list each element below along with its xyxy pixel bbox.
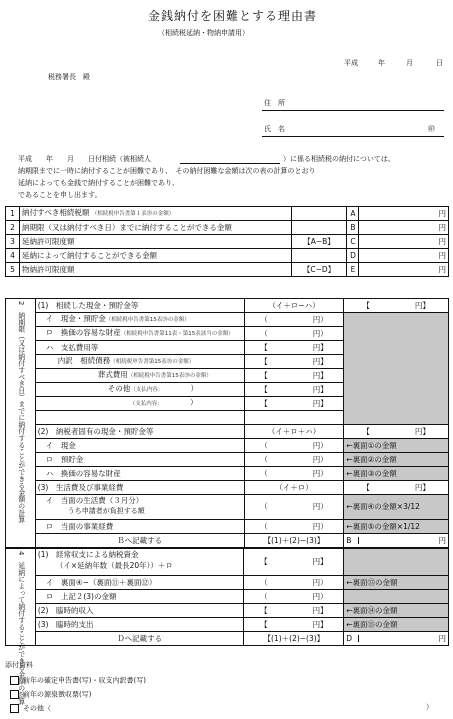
table-row xyxy=(6,549,449,576)
s3-label: (3) 生活費及び事業経費 xyxy=(35,481,244,495)
row-formula: 【A−B】 xyxy=(291,235,347,249)
amount-cell[interactable]: （ 円） xyxy=(244,313,344,327)
table-row xyxy=(6,313,449,327)
row-amount[interactable]: 円 xyxy=(359,207,449,221)
row-label: 延納許可限度額 xyxy=(19,235,291,249)
table-row xyxy=(6,590,449,604)
to-d-label: Ｄへ記載する xyxy=(35,632,244,646)
summary-table xyxy=(5,206,449,277)
s2-i-label: イ 現金 xyxy=(35,439,244,453)
r1-amount[interactable]: 【 円】 xyxy=(244,549,344,576)
amount-cell[interactable]: （ 円） xyxy=(244,590,344,604)
checkbox-icon[interactable] xyxy=(10,690,19,699)
amount-cell[interactable]: 【 円】 xyxy=(244,383,344,397)
page-subtitle: （相続税延納・物納申請用） xyxy=(158,29,249,37)
table-row xyxy=(6,576,449,590)
s3-i-label: イ 当面の生活費（３月分） うち申請者が負担する額 xyxy=(35,495,244,520)
s2-formula: （イ＋ロ＋ハ） xyxy=(244,425,344,439)
statement-line3: 延納によっても金銭で納付することが困難であり、 xyxy=(18,179,179,187)
row-no: 2 xyxy=(6,221,20,235)
amount-cell[interactable]: 【 円】 xyxy=(244,397,344,411)
s3-ro-label: ロ 当面の事業経費 xyxy=(35,520,244,534)
statement-line4: であることを申し出ます。 xyxy=(18,191,102,199)
table-row xyxy=(6,467,449,481)
s1-ha-sub1: 内訳 相続債務（相続税申告書第15表⑳の金額） xyxy=(35,355,244,369)
row-code: D xyxy=(347,249,359,263)
row-formula xyxy=(291,207,347,221)
spacer-cell xyxy=(244,411,344,425)
date-era: 平成 xyxy=(344,59,358,67)
s2-ha-label: ハ 換価の容易な財産 xyxy=(35,467,244,481)
row-amount[interactable]: 円 xyxy=(359,263,449,277)
r1-i-label: イ 裏面④−（裏面⑪＋裏面⑫） xyxy=(35,576,244,590)
s1-i-label: イ 現金・預貯金（相続税申告書第15表⑳の金額） xyxy=(35,313,244,327)
ref-note: ←裏面⑭の金額 xyxy=(344,604,449,618)
to-d-formula: 【(1)＋(2)−(3)】 xyxy=(244,632,344,646)
row-code: C xyxy=(347,235,359,249)
row-code: B xyxy=(347,221,359,235)
date-month: 月 xyxy=(406,59,413,67)
to-b-label: Ｂへ記載する xyxy=(35,534,244,548)
s1-amount[interactable]: 【 円】 xyxy=(344,299,449,313)
amount-cell[interactable]: （ 円） xyxy=(244,520,344,534)
payable-calculation-table xyxy=(5,298,449,548)
statement-line1-b: ）に係る相続税の納付については、 xyxy=(283,155,395,163)
amount-cell[interactable]: 【 円】 xyxy=(244,369,344,383)
attachment-item[interactable]: その他（ xyxy=(10,704,51,713)
s2-ro-label: ロ 預貯金 xyxy=(35,453,244,467)
r2-label: (2) 臨時的収入 xyxy=(35,604,244,618)
s1-ha-sub3: その他（支払内容： ） xyxy=(35,383,244,397)
s2-label: (2) 納税者固有の現金・預貯金等 xyxy=(35,425,244,439)
row-label: 物納許可限度額 xyxy=(19,263,291,277)
row-amount[interactable]: 円 xyxy=(359,235,449,249)
row-formula xyxy=(291,221,347,235)
ref-note: ←裏面③の金額 xyxy=(344,467,449,481)
ref-note: ←裏面⑮の金額 xyxy=(344,618,449,632)
amount-cell[interactable]: （ 円） xyxy=(244,439,344,453)
table-row xyxy=(6,632,449,646)
table-row xyxy=(6,207,449,221)
row-formula: 【C−D】 xyxy=(291,263,347,277)
s3-amount[interactable]: 【 円】 xyxy=(344,481,449,495)
r3-label: (3) 臨時的支出 xyxy=(35,618,244,632)
row-label: 納付すべき相続税額 （相続税申告書第１表⑳の金額） xyxy=(19,207,291,221)
amount-cell[interactable]: （ 円） xyxy=(244,467,344,481)
statement-line1-a: 平成 年 月 日付相続（被相続人 xyxy=(18,155,151,163)
table-row xyxy=(6,299,449,313)
spacer-cell xyxy=(35,411,244,425)
table-row xyxy=(6,249,449,263)
row-code: A xyxy=(347,207,359,221)
amount-cell[interactable]: 【 円】 xyxy=(244,341,344,355)
row-label: 延納によって納付することができる金額 xyxy=(19,249,291,263)
attachments-heading: 添付資料 xyxy=(5,661,33,669)
table-row xyxy=(6,221,449,235)
amount-cell[interactable]: 【 円】 xyxy=(244,355,344,369)
name-label: 氏 名 xyxy=(264,125,285,133)
table-row xyxy=(6,534,449,548)
to-b-formula: 【(1)＋(2)−(3)】 xyxy=(244,534,344,548)
date-year: 年 xyxy=(378,59,385,67)
attachment-item[interactable]: 前年の確定申告書(写)・収支内訳書(写) xyxy=(10,676,146,685)
name-field[interactable] xyxy=(262,136,444,137)
table-row xyxy=(6,235,449,249)
r1-label: (1) 経常収支による納税資金 （イ×延納年数（最長20年））＋ロ xyxy=(35,549,244,576)
s1-ha-label: ハ 支払費用等 xyxy=(35,341,244,355)
address-field[interactable] xyxy=(262,110,444,111)
s1-ha-sub4: （支払内容： ） xyxy=(35,397,244,411)
shaded-cell xyxy=(344,549,449,576)
amount-cell[interactable]: 【 円】 xyxy=(244,618,344,632)
amount-cell[interactable]: （ 円） xyxy=(244,576,344,590)
table-row xyxy=(6,520,449,534)
table-row xyxy=(6,618,449,632)
addressee: 税務署長 殿 xyxy=(48,73,90,81)
seal-mark: ㊞ xyxy=(428,125,435,133)
ref-note: ←裏面①の金額 xyxy=(344,439,449,453)
row-no: 5 xyxy=(6,263,20,277)
table-row xyxy=(6,263,449,277)
table-row xyxy=(6,425,449,439)
date-day: 日 xyxy=(436,59,443,67)
table-row xyxy=(6,495,449,520)
shaded-cell xyxy=(344,590,449,604)
to-d-amount[interactable]: D 円 xyxy=(344,632,449,646)
s3-formula: （イ＋ロ） xyxy=(244,481,344,495)
amount-cell[interactable]: （ 円） xyxy=(244,453,344,467)
page-title: 金銭納付を困難とする理由書 xyxy=(148,9,318,23)
ref-note: ←裏面④の金額×3/12 xyxy=(344,495,449,520)
amount-cell[interactable]: （ 円） xyxy=(244,495,344,520)
row-no: 3 xyxy=(6,235,20,249)
amount-cell[interactable]: （ 円） xyxy=(244,327,344,341)
statement-line2: 納期限までに一時に納付することが困難であり、 その納付困難な金額は次の表の計算のとおり xyxy=(18,167,316,175)
s1-formula: （イ＋ロ−ハ） xyxy=(244,299,344,313)
checkbox-icon[interactable] xyxy=(10,704,19,713)
section2-side-label: 2 納期限（又は納付すべき日）までに納付することができる金額の計算 xyxy=(6,299,36,548)
table-row xyxy=(6,604,449,618)
attachment-item[interactable]: 前年の源泉徴収票(写) xyxy=(10,690,91,699)
amount-cell[interactable]: 【 円】 xyxy=(244,604,344,618)
ref-note: ←裏面②の金額 xyxy=(344,453,449,467)
ref-note: ←裏面⑤の金額×1/12 xyxy=(344,520,449,534)
address-label: 住 所 xyxy=(264,99,285,107)
to-b-amount[interactable]: B 円 xyxy=(344,534,449,548)
row-no: 1 xyxy=(6,207,20,221)
row-amount[interactable]: 円 xyxy=(359,249,449,263)
s1-ha-sub2: 葬式費用（相続税申告書第15表⑳の金額） xyxy=(35,369,244,383)
s1-label: (1) 相続した現金・預貯金等 xyxy=(35,299,244,313)
section4-side-label: 4 延納によって納付することができる金額の計算 xyxy=(6,549,36,646)
row-code: E xyxy=(347,263,359,277)
table-row xyxy=(6,453,449,467)
s1-ro-label: ロ 換価の容易な財産（相続税申告書第11表・第15表該当の金額） xyxy=(35,327,244,341)
ref-note: ←裏面⑬の金額 xyxy=(344,576,449,590)
shaded-cell xyxy=(344,313,449,425)
decedent-field[interactable] xyxy=(180,163,280,164)
row-formula xyxy=(291,249,347,263)
attachment-close-paren: ） xyxy=(426,703,433,711)
row-amount[interactable]: 円 xyxy=(359,221,449,235)
checkbox-icon[interactable] xyxy=(10,676,19,685)
s2-amount[interactable]: 【 円】 xyxy=(344,425,449,439)
table-row xyxy=(6,481,449,495)
table-row xyxy=(6,439,449,453)
row-no: 4 xyxy=(6,249,20,263)
r1-ro-label: ロ 上記２(3)の金額 xyxy=(35,590,244,604)
row-label: 納期限（又は納付すべき日）までに納付することができる金額 xyxy=(19,221,291,235)
